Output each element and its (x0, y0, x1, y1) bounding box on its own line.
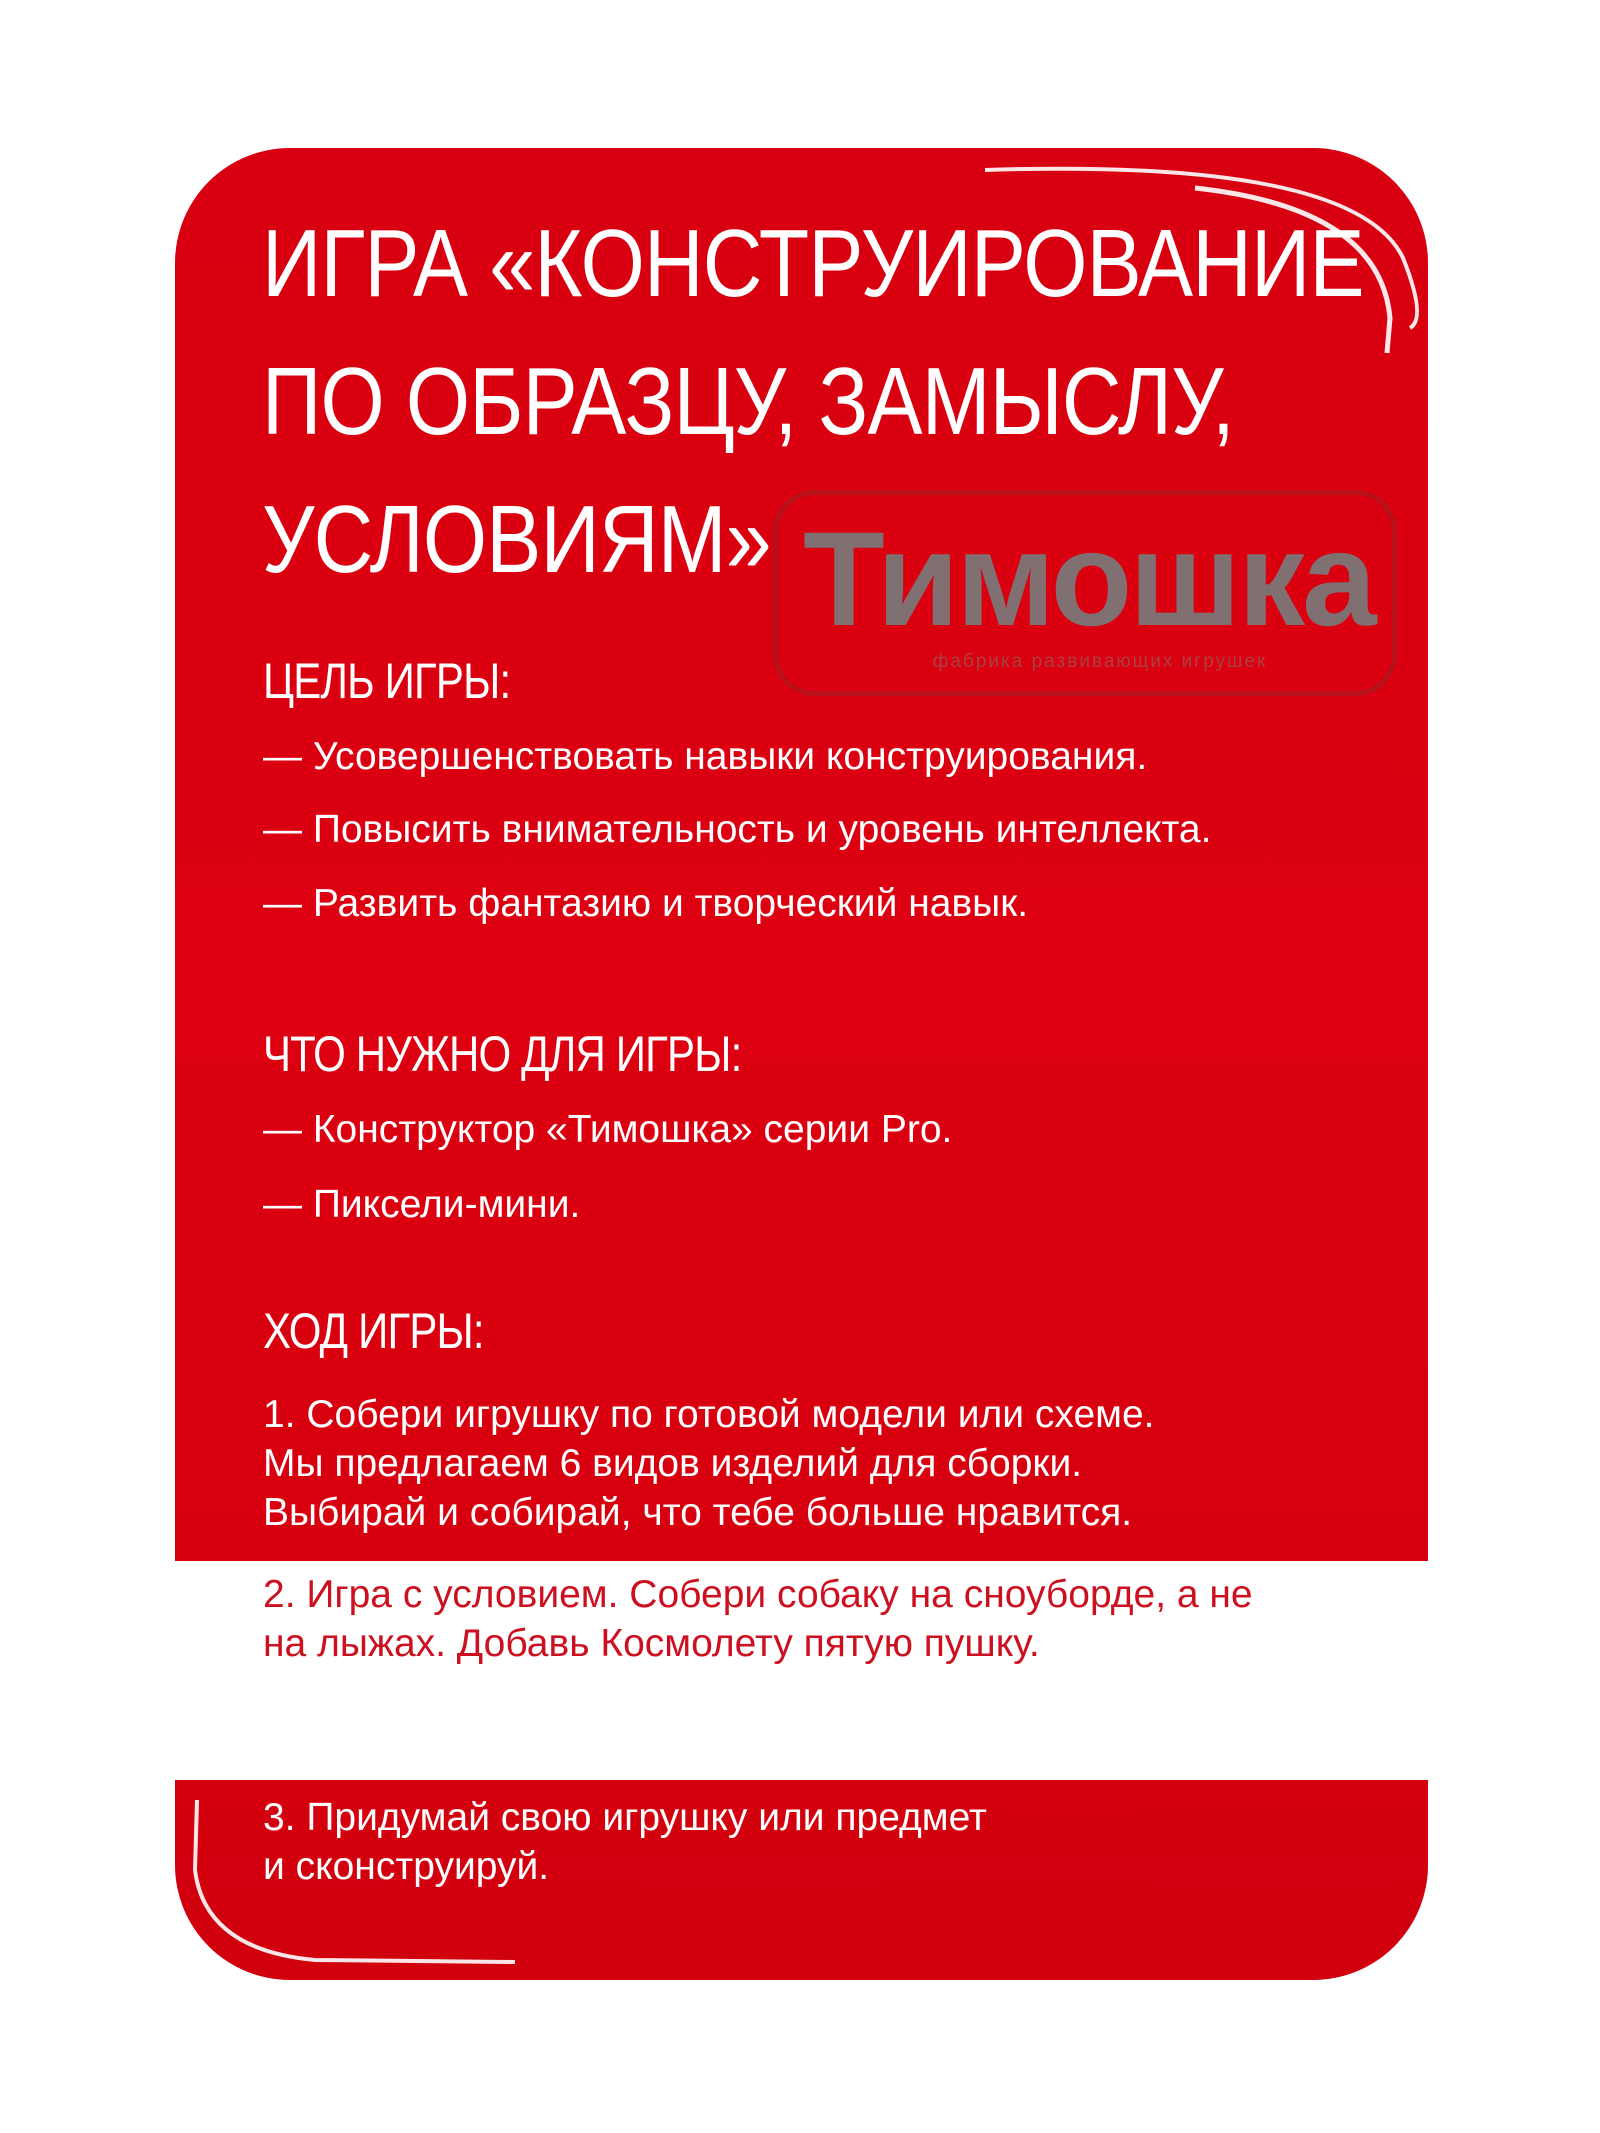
goal-item-3: — Развить фантазию и творческий навык. (263, 882, 1029, 925)
needs-heading: ЧТО НУЖНО ДЛЯ ИГРЫ: (263, 1026, 742, 1082)
title-line-3: УСЛОВИЯМ» (262, 486, 771, 593)
needs-item-1: — Конструктор «Тимошка» серии Pro. (263, 1108, 953, 1151)
brand-logo-wordmark: Тимошка (803, 505, 1374, 654)
process-step-3 (263, 1793, 1403, 1891)
step2-line-2: на лыжах. Добавь Космолету пятую пушку. (263, 1622, 1040, 1665)
process-step-1 (263, 1390, 1403, 1537)
title-line-1: ИГРА «КОНСТРУИРОВАНИЕ (262, 210, 1364, 317)
needs-item-2: — Пиксели-мини. (263, 1183, 581, 1226)
step3-line-1: 3. Придумай свою игрушку или предмет (263, 1796, 987, 1839)
step3-line-2: и сконструируй. (263, 1845, 550, 1888)
goal-item-2: — Повысить внимательность и уровень интеллекта. (263, 808, 1212, 851)
step1-line-3: Выбирай и собирай, что тебе больше нравится. (263, 1491, 1133, 1534)
process-heading: ХОД ИГРЫ: (263, 1303, 484, 1359)
step2-line-1: 2. Игра с условием. Собери собаку на сноуборде, а не (263, 1573, 1253, 1616)
step1-line-1: 1. Собери игрушку по готовой модели или схеме. (263, 1393, 1155, 1436)
goal-item-1: — Усовершенствовать навыки конструирования. (263, 735, 1148, 778)
title-line-2: ПО ОБРАЗЦУ, ЗАМЫСЛУ, (262, 348, 1234, 455)
brand-logo-tagline: фабрика развивающих игрушек (932, 651, 1268, 672)
goal-heading: ЦЕЛЬ ИГРЫ: (263, 653, 511, 709)
process-step-2 (263, 1570, 1403, 1668)
step1-line-2: Мы предлагаем 6 видов изделий для сборки. (263, 1442, 1083, 1485)
